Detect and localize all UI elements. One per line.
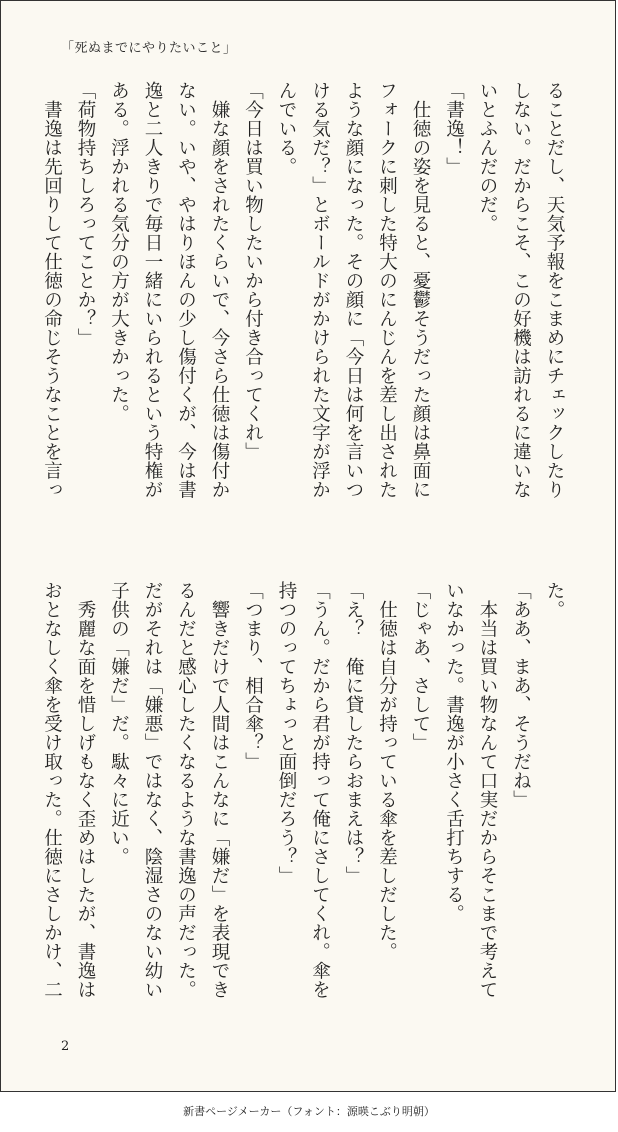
footer-credit: 新書ページメーカー（フォント：源暎こぶり明朝） <box>183 1105 435 1118</box>
vertical-text-block-top: ることだし、天気予報をこまめにチェックしたり しない。だからこそ、この好機は訪れるに違いな いとふんだのだ。 「書逸！」 仕徳の姿を見ると、憂鬱そうだった顔は鼻面に フォークに刺した特大のにんじんを差し出された ような顔になった。その顔に「今日は何を言いつ ける気だ？」とボールドがかけられた文字が浮か んでいる。 「今日は買い物したいから付き合ってくれ」 嫌な顔をされたくらいで、今さら仕徳は傷付か ない。いや、やはりほんの少し傷付くが、今は書 逸と二人きりで毎日一緒にいられるという特権が ある。浮かれる気分の方が大きかった。 「荷物持ちしろってことか？」 書逸は先回りして仕徳の命じそうなことを言っ <box>41 81 565 499</box>
page-number: 2 <box>61 1039 70 1054</box>
running-title: 「死ぬまでにやりたいこと」 <box>61 41 237 56</box>
vertical-text-block-bottom: た。 「ああ、まあ、そうだね」 本当は買い物なんて口実だからそこまで考えて いなかった。書逸が小さく舌打ちする。 「じゃあ、さして」 仕徳は自分が持っている傘を差しだした。 「え？ 俺に貸したらおまえは？」 「うん。だから君が持って俺にさしてくれ。傘を 持つのってちょっと面倒だろう？」 「つまり、相合傘？」 響きだけで人間はこんなに「嫌だ」を表現でき るんだと感心したくなるような書逸の声だった。 だがそれは「嫌悪」ではなく、陰湿さのない幼い 子供の「嫌だ」だ。駄々に近い。 秀麗な面を惜しげもなく歪めはしたが、書逸は おとなしく傘を受け取った。仕徳にさしかけ、二 <box>41 581 565 999</box>
